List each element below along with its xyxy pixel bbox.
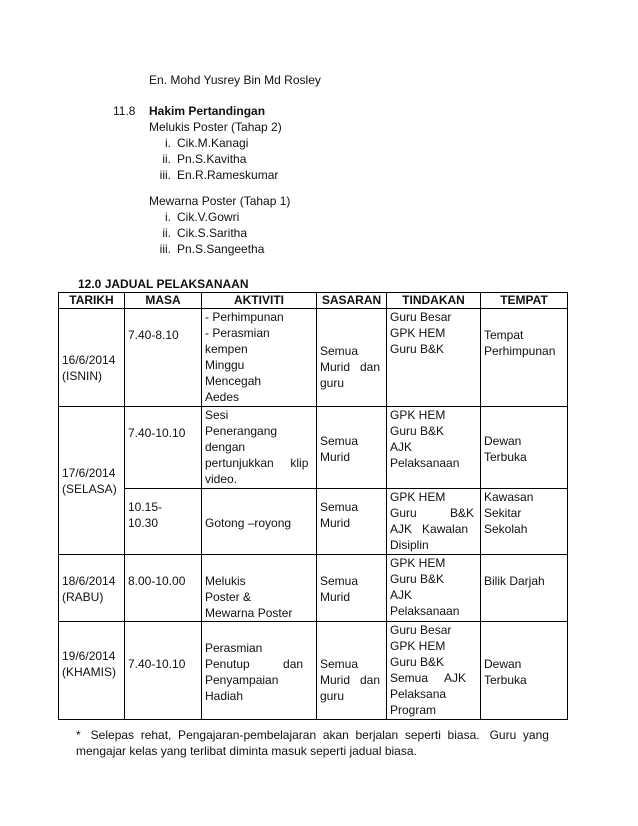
cell-line: Semua — [320, 574, 359, 588]
cell-line: 18/6/2014 — [62, 574, 116, 588]
cell-tempat — [481, 489, 568, 555]
cell-line: 7.40-10.10 — [128, 657, 186, 671]
cell-line: kempen — [205, 342, 248, 356]
cell-tindakan — [387, 407, 481, 489]
table-row — [59, 309, 568, 407]
group1-name: Cik.M.Kanagi — [177, 136, 249, 150]
cell-line: Penerangang — [205, 424, 278, 438]
cell-line: guru — [320, 376, 345, 390]
section-11-8-number: 11.8 — [113, 104, 136, 118]
cell-line: Gotong –royong — [205, 516, 292, 530]
cell-sasaran — [317, 622, 387, 720]
cell-line: 17/6/2014 — [62, 465, 116, 480]
cell-line: Murid — [320, 450, 351, 464]
cell-line: (RABU) — [62, 590, 104, 604]
cell-line: Disiplin — [390, 538, 429, 552]
cell-line: Guru B&K — [390, 572, 445, 586]
cell-line: Murid dan — [320, 360, 381, 374]
cell-tarikh — [59, 407, 125, 555]
cell-line: Perhimpunan — [484, 344, 556, 358]
cell-line: Dewan — [484, 434, 522, 448]
cell-line: Semua — [320, 344, 359, 358]
group1-name: Pn.S.Kavitha — [177, 152, 247, 166]
cell-sasaran — [317, 407, 387, 489]
group1-num: ii. — [162, 152, 171, 166]
cell-line: GPK HEM — [390, 556, 446, 570]
cell-tempat — [481, 407, 568, 489]
table-row — [59, 489, 568, 555]
group2-num: iii. — [159, 242, 171, 256]
cell-line: Semua AJK — [390, 671, 467, 685]
group2-name: Cik.S.Saritha — [177, 226, 248, 240]
cell-line: Dewan — [484, 657, 522, 671]
cell-tempat — [481, 309, 568, 407]
group1-num: i. — [165, 136, 171, 150]
group1-name: En.R.Rameskumar — [177, 168, 279, 182]
cell-line: Guru B&K — [390, 655, 445, 669]
cell-line: Guru B&K — [390, 424, 445, 438]
cell-line: - Perasmian — [205, 326, 270, 340]
group2-name: Pn.S.Sangeetha — [177, 242, 265, 256]
cell-line: guru — [320, 689, 345, 703]
cell-line: 19/6/2014 — [62, 649, 116, 663]
cell-line: Pelaksanaan — [390, 604, 460, 618]
group2-num: ii. — [162, 226, 171, 240]
cell-line: (KHAMIS) — [62, 665, 116, 679]
cell-line: - Perhimpunan — [205, 310, 284, 324]
cell-line: Murid — [320, 590, 351, 604]
cell-line: (SELASA) — [62, 481, 117, 496]
header-masa: MASA — [125, 293, 202, 309]
cell-line: Murid — [320, 516, 351, 530]
header-tempat: TEMPAT — [481, 293, 568, 309]
cell-line: GPK HEM — [390, 490, 446, 504]
cell-aktiviti — [202, 309, 317, 407]
cell-tarikh — [59, 622, 125, 720]
table-row — [59, 407, 568, 489]
cell-line: Mewarna Poster — [205, 606, 293, 620]
cell-sasaran — [317, 489, 387, 555]
cell-line: Pelaksana — [390, 687, 447, 701]
cell-line: Semua — [320, 434, 359, 448]
cell-aktiviti — [202, 555, 317, 622]
header-tindakan: TINDAKAN — [387, 293, 481, 309]
cell-tindakan — [387, 622, 481, 720]
cell-masa — [125, 622, 202, 720]
cell-line: Pelaksanaan — [390, 456, 460, 470]
cell-tempat — [481, 555, 568, 622]
cell-line: (ISNIN) — [62, 368, 102, 383]
header-tarikh: TARIKH — [59, 293, 125, 309]
cell-line: Perasmian — [205, 641, 263, 655]
cell-tindakan — [387, 555, 481, 622]
cell-line: 7.40-8.10 — [128, 328, 179, 342]
cell-line: Program — [390, 703, 437, 717]
cell-line: Guru B&K — [390, 342, 445, 356]
section-12-title: 12.0 JADUAL PELAKSANAAN — [78, 277, 249, 291]
cell-line: 8.00-10.00 — [128, 574, 186, 588]
cell-line: Penutup dan — [205, 657, 304, 671]
cell-line: Semua — [320, 657, 359, 671]
cell-line: Aedes — [205, 390, 240, 404]
cell-line: Sesi — [205, 408, 229, 422]
cell-line: Murid dan — [320, 673, 381, 687]
cell-line: pertunjukkan klip — [205, 456, 309, 470]
cell-line: Melukis — [205, 574, 246, 588]
schedule-table — [58, 292, 568, 720]
table-header-row — [59, 293, 568, 309]
footnote-line-1: * Selepas rehat, Pengajaran-pembelajaran akan berjalan seperti biasa. Guru yang — [76, 728, 549, 742]
cell-line: GPK HEM — [390, 326, 446, 340]
cell-line: Mencegah — [205, 374, 262, 388]
cell-aktiviti — [202, 622, 317, 720]
table-row — [59, 555, 568, 622]
group2-name: Cik.V.Gowri — [177, 210, 240, 224]
cell-line: AJK — [390, 588, 413, 602]
section-11-8-title: Hakim Pertandingan — [149, 104, 266, 118]
group2-num: i. — [165, 210, 171, 224]
cell-line: 10.30 — [128, 516, 159, 530]
cell-line: Semua — [320, 500, 359, 514]
header-aktiviti: AKTIVITI — [202, 293, 317, 309]
cell-line: Kawasan — [484, 490, 534, 504]
group2-title: Mewarna Poster (Tahap 1) — [149, 194, 291, 208]
cell-line: 16/6/2014 — [62, 352, 116, 367]
cell-tindakan — [387, 489, 481, 555]
cell-aktiviti — [202, 489, 317, 555]
cell-line: Guru B&K — [390, 506, 475, 520]
cell-sasaran — [317, 309, 387, 407]
cell-line: dengan — [205, 440, 246, 454]
cell-line: 10.15- — [128, 500, 163, 514]
cell-line: Poster & — [205, 590, 252, 604]
cell-masa — [125, 489, 202, 555]
cell-line: 7.40-10.10 — [128, 426, 186, 440]
cell-line: Bilik Darjah — [484, 574, 545, 588]
cell-tarikh — [59, 555, 125, 622]
cell-line: AJK — [390, 440, 413, 454]
cell-tindakan — [387, 309, 481, 407]
cell-line: Tempat — [484, 328, 524, 342]
table-row — [59, 622, 568, 720]
cell-masa — [125, 407, 202, 489]
cell-line: Hadiah — [205, 689, 244, 703]
cell-masa — [125, 309, 202, 407]
top-name-line: En. Mohd Yusrey Bin Md Rosley — [149, 73, 321, 87]
cell-line: Guru Besar — [390, 310, 452, 324]
cell-masa — [125, 555, 202, 622]
cell-line: video. — [205, 472, 238, 486]
cell-tempat — [481, 622, 568, 720]
cell-line: GPK HEM — [390, 408, 446, 422]
cell-line: Guru Besar — [390, 623, 452, 637]
header-sasaran: SASARAN — [317, 293, 387, 309]
cell-line: GPK HEM — [390, 639, 446, 653]
cell-line: Sekolah — [484, 522, 528, 536]
cell-line: AJK Kawalan — [390, 522, 469, 536]
cell-line: Sekitar — [484, 506, 522, 520]
group1-title: Melukis Poster (Tahap 2) — [149, 120, 282, 134]
cell-tarikh — [59, 309, 125, 407]
cell-line: Minggu — [205, 358, 245, 372]
cell-line: Terbuka — [484, 673, 527, 687]
group1-num: iii. — [159, 168, 171, 182]
cell-sasaran — [317, 555, 387, 622]
footnote-line-2: mengajar kelas yang terlibat diminta masuk seperti jadual biasa. — [76, 744, 417, 758]
cell-line: Penyampaian — [205, 673, 279, 687]
cell-aktiviti — [202, 407, 317, 489]
cell-line: Terbuka — [484, 450, 527, 464]
